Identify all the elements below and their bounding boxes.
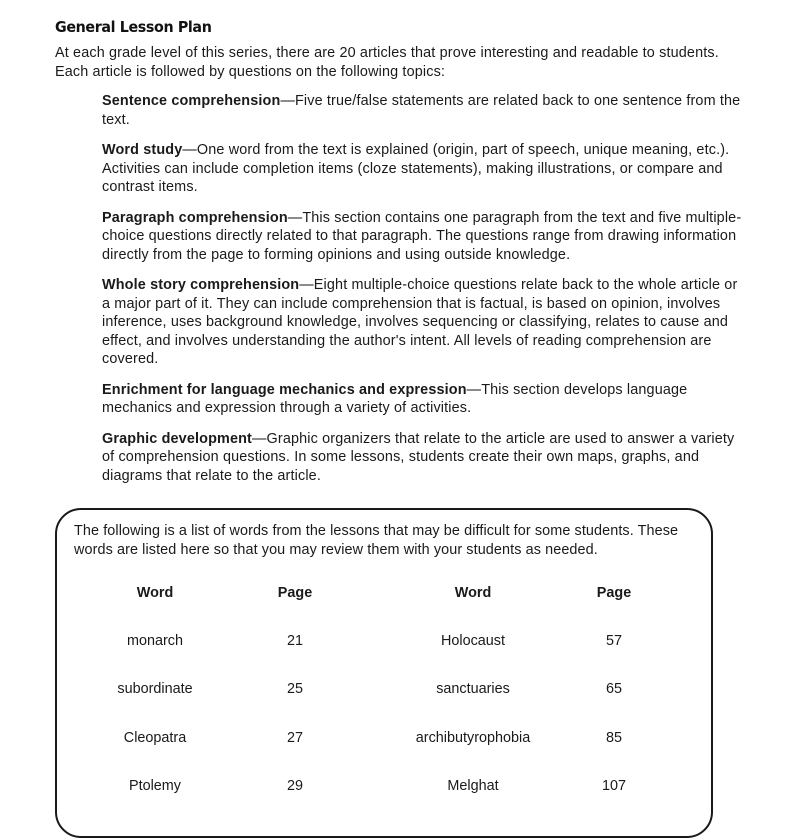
page-cell: 85: [605, 730, 623, 746]
page-cell: 29: [286, 778, 304, 794]
column-header-page: Page: [277, 585, 313, 601]
word-cell: Ptolemy: [129, 778, 181, 794]
page-cell: 27: [286, 730, 304, 746]
vocabulary-box: [55, 508, 713, 838]
topic-name: Enrichment for language mechanics and expression: [102, 381, 467, 398]
topic-description: —Eight multiple-choice questions relate back to the whole article or a major part of it. They can include comprehension that is factual, is based on opinion, involves inference, uses background knowledge, involves sequencing or classifying, relates to cause and effect, and involves understanding the author's intent. All levels of reading comprehension are covered.: [102, 277, 738, 367]
word-cell: Melghat: [447, 778, 499, 794]
intro-paragraph: At each grade level of this series, there are 20 articles that prove interesting and readable to students. Each article is followed by questions on the following topics:: [55, 45, 719, 80]
topic-name: Paragraph comprehension: [102, 209, 288, 226]
topic-description: —Graphic organizers that relate to the article are used to answer a variety of comprehension questions. In some lessons, students create their own maps, graphs, and diagrams that relate to the article.: [102, 430, 735, 484]
topic-item: [102, 209, 742, 265]
page-cell: 107: [601, 778, 627, 794]
topic-description: —This section contains one paragraph from the text and five multiple-choice questions directly related to that paragraph. The questions range from drawing information directly from the page to forming opinions and using outside knowledge.: [102, 209, 742, 263]
column-header-word: Word: [454, 585, 492, 601]
page-cell: 57: [605, 633, 623, 649]
word-cell: subordinate: [117, 681, 193, 697]
word-cell: archibutyrophobia: [415, 730, 531, 746]
topic-name: Graphic development: [102, 430, 252, 447]
column-header-word: Word: [136, 585, 174, 601]
topic-item: [102, 276, 742, 369]
page-cell: 21: [286, 633, 304, 649]
topic-item: [102, 430, 742, 486]
vocabulary-intro: The following is a list of words from the lessons that may be difficult for some students. These words are listed here so that you may review them with your students as needed.: [74, 523, 679, 558]
topic-name: Sentence comprehension: [102, 93, 281, 109]
word-cell: Cleopatra: [123, 730, 187, 746]
topic-name: Whole story comprehension: [102, 277, 300, 293]
page-title: General Lesson Plan: [55, 18, 212, 36]
topic-item: [102, 141, 742, 197]
page-cell: 25: [286, 681, 304, 697]
topic-list: [102, 92, 742, 497]
word-cell: monarch: [127, 633, 183, 649]
page-cell: 65: [605, 681, 623, 697]
topic-name: Word study: [102, 142, 183, 158]
topic-description: —One word from the text is explained (origin, part of speech, unique meaning, etc.). Activities can include completion items (cloze statements), making illustrations, or compare and contrast items.: [102, 142, 730, 195]
topic-item: [102, 381, 742, 418]
word-cell: Holocaust: [441, 633, 505, 649]
topic-description: —Five true/false statements are related back to one sentence from the text.: [102, 93, 741, 128]
topic-description: —This section develops language mechanics and expression through a variety of activities.: [102, 381, 688, 416]
column-header-page: Page: [596, 585, 632, 601]
word-cell: sanctuaries: [436, 681, 510, 697]
topic-item: [102, 92, 742, 129]
